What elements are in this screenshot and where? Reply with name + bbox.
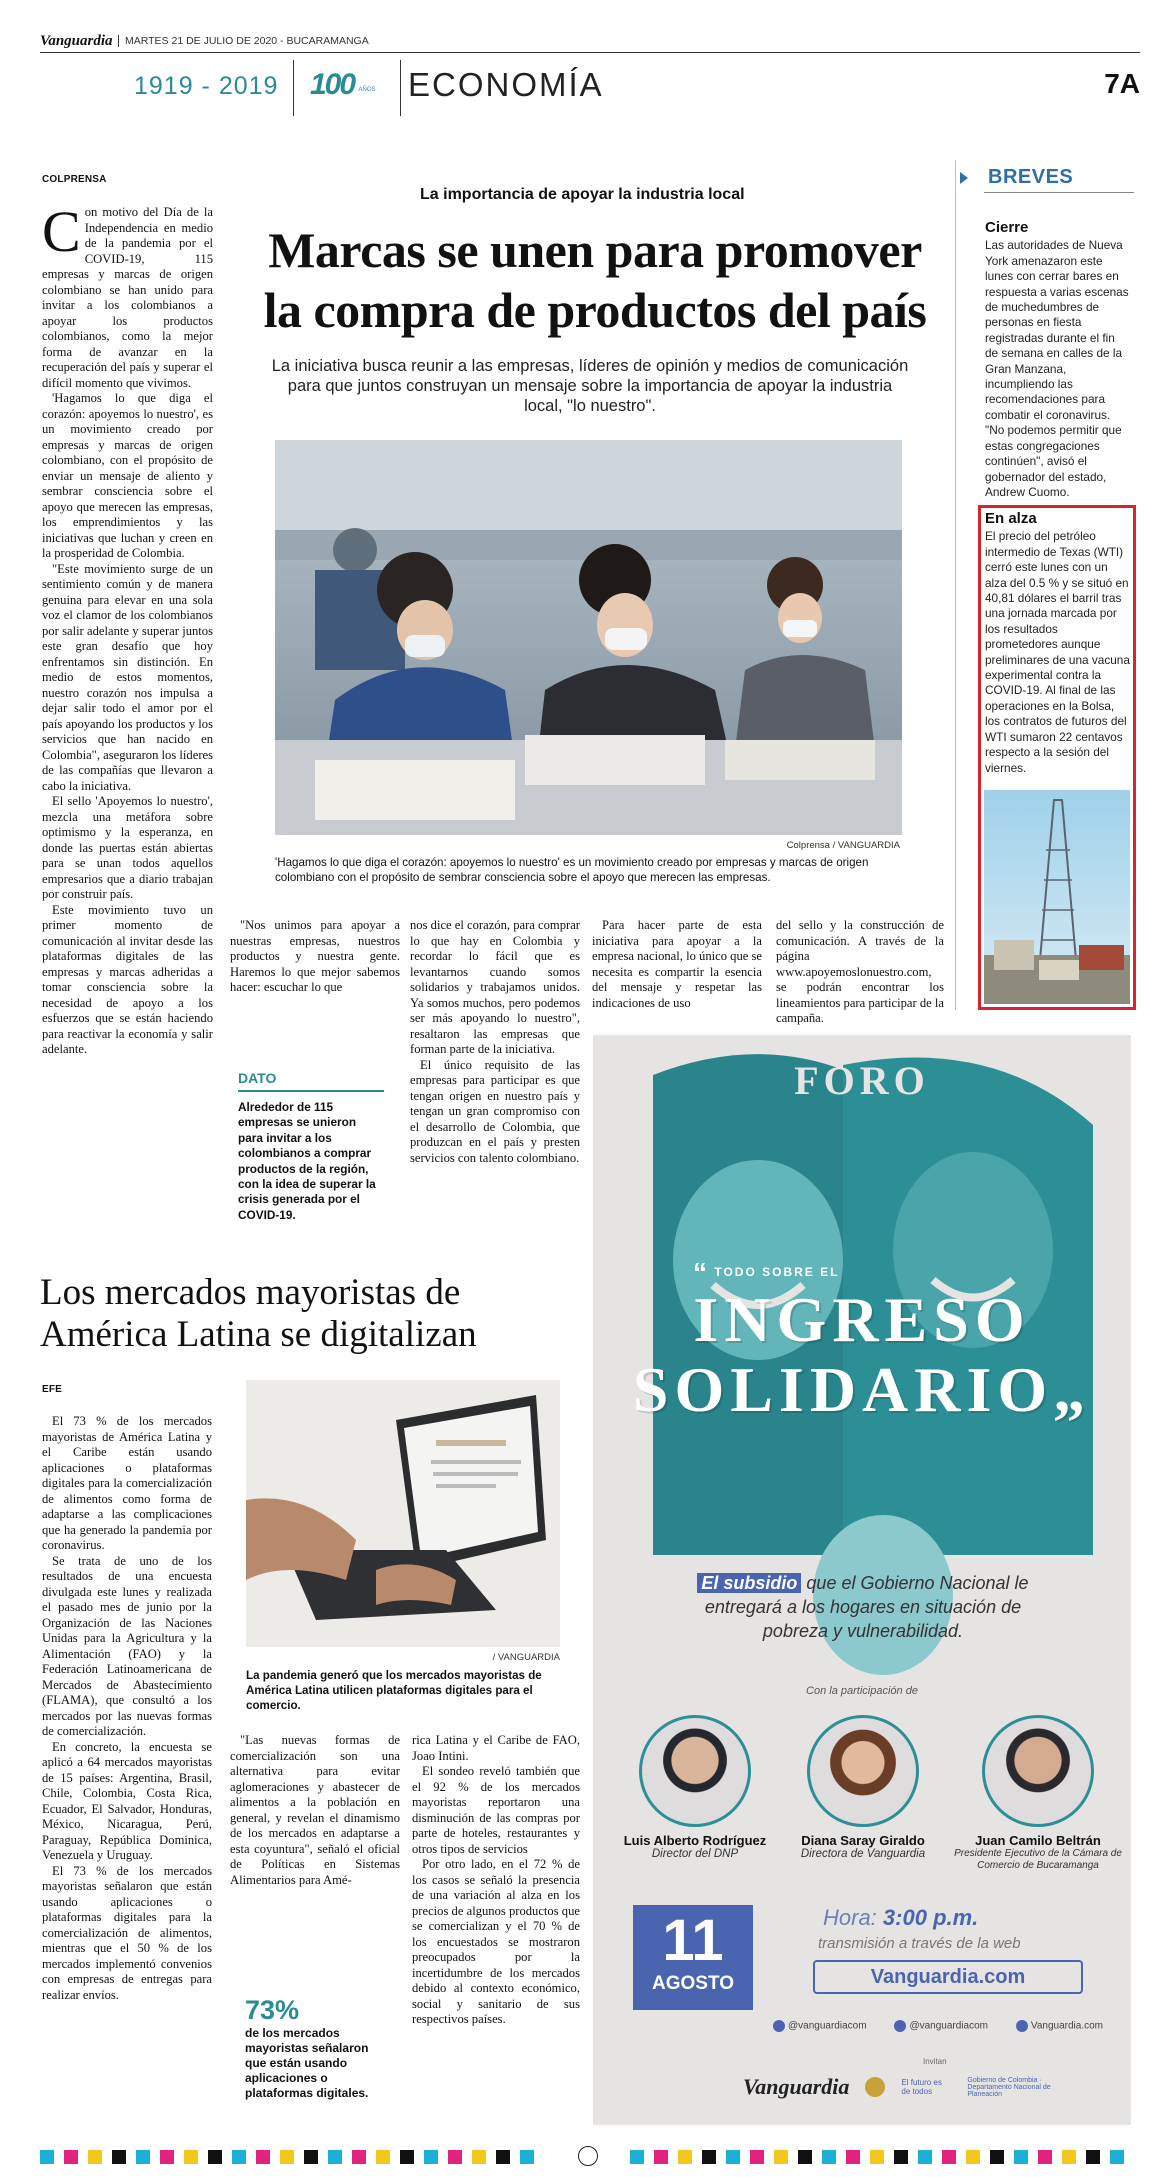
anniversary-word: AÑOS (358, 86, 376, 93)
anniversary-number: 100 (310, 68, 355, 101)
breve-cierre (985, 220, 1130, 500)
ad-transmission: transmisión a través de la web (818, 1935, 1021, 1952)
ad-sponsor-3: Gobierno de Colombia · Departamento Nacional de Planeación (967, 2076, 1051, 2098)
speaker-2 (783, 1715, 943, 1860)
article1-column-1 (42, 199, 213, 1058)
article1-deck: La iniciativa busca reunir a las empresas, líderes de opinión y medios de comunicación para que juntos construyan un mensaje sobre la importancia de apoyar la industria local, "lo nuestro". (271, 357, 909, 415)
headline-line-1: Marcas se unen para promover (268, 222, 922, 278)
ad-participation: Con la participación de (806, 1685, 918, 1697)
article1-caption: 'Hagamos lo que diga el corazón: apoyemos lo nuestro' es un movimiento creado por empresas y marcas de origen colombiano con el propósito de sembrar consciencia sobre el apoyo que merecen las empresas. (275, 856, 869, 884)
page-number: 7A (1104, 68, 1140, 99)
dato-label: DATO (238, 1070, 384, 1092)
article1-photo-credit: Colprensa / VANGUARDIA (786, 840, 900, 851)
ad-socials (773, 2020, 1103, 2032)
speaker-2-name: Diana Saray Giraldo (801, 1833, 925, 1848)
oil-rig-illustration (984, 790, 1130, 1004)
masthead (40, 30, 1140, 120)
article1-photo (275, 440, 902, 835)
stat-box (245, 1995, 385, 2101)
article1-headline (225, 220, 965, 340)
ad-title (593, 1285, 1131, 1425)
article1-col3-p1: nos dice el corazón, para comprar lo que hay en Colombia y recordar lo fácil que es levantarnos cuando somos solidarios y trabajamos unidos. Ya somos muchos, pero podemos ser más apoyando lo nuestro", resaltaron las empresas que forman parte de la iniciativa. (410, 918, 580, 1056)
ad-day: 11 (662, 1908, 724, 1973)
article1-col1-p4: El sello 'Apoyemos lo nuestro', mezcla una metáfora sobre optimismo y la esperanza, en donde las puertas están abiertas para se unan todos aquellos empresarios que a diario trabajan por construir país. (42, 794, 213, 901)
ad-title-line-1: INGRESO (693, 1284, 1031, 1355)
article2-col1-p2: Se trata de uno de los resultados de una encuesta divulgada este lunes y realizada el pasado mes de junio por la Organización de las Naciones Unidas para la Agricultura y la Alimentación (FAO) y la Federación Latinoamericana de Mercados de Abastecimiento (FLAMA), que consultó a los mercados por las nuevas formas de comercialización. (42, 1553, 212, 1738)
breve-cierre-title: Cierre (985, 219, 1029, 236)
dropcap: C (42, 199, 81, 264)
colombia-seal-icon (865, 2077, 885, 2097)
article2-column-3 (412, 1733, 580, 2028)
ad-end-mark: „ (1053, 1354, 1092, 1425)
speaker-1-role: Director del DNP (651, 1848, 739, 1860)
headline-line-2: la compra de productos del país (263, 282, 927, 338)
article1-col1-p5: Este movimiento tuvo un primer momento de comunicación al invitar desde las plataformas digitales de las empresas y marcas adheridas a tomar consciencia sobre la necesidad de apoyo a los esfuerzos que se están haciendo para reactivar la economía y salir adelante. (42, 902, 213, 1056)
article2-col3-p3: Por otro lado, en el 72 % de los casos se señaló la presencia de una variación al alza en los precios de algunos productos que se comercializan y el 70 % de los encuestados se mostraron preocupados por la incertidumbre de los mercados debido al contexto económico, social y sanitario de sus respectivos países. (412, 1857, 580, 2026)
anniversary-years: 1919 - 2019 (134, 72, 279, 100)
article1-kicker: La importancia de apoyar la industria local (420, 186, 745, 203)
article2-col1-p3: En concreto, la encuesta se aplicó a 64 mercados mayoristas de 15 países: Argentina, Brasil, Chile, Colombia, Costa Rica, Ecuador, El Salvador, Honduras, México, Nicaragua, Perú, Paraguay, República Dominica, Venezuela y Uruguay. (42, 1739, 212, 1862)
article1-col1-first: on motivo del Día de la Independencia en medio de la pandemia por el COVID-19, 115 empresas y marcas de origen colombiano se han unido para invitar a los colombianos a apoyar los productos colombianos, como la mejor forma de avanzar en la recuperación del país y superar el difícil momento que vivimos. (42, 205, 213, 390)
ad-body-line-2: entregará a los hogares en situación de (704, 1597, 1022, 1617)
speaker-3 (953, 1715, 1123, 1872)
speaker-3-name: Juan Camilo Beltrán (975, 1833, 1101, 1848)
ad-sponsor-row (743, 2067, 1113, 2107)
facebook-handle[interactable] (773, 2020, 867, 2032)
ad-sponsor-2: El futuro es de todos (901, 2078, 942, 2096)
article2-photo-credit: / VANGUARDIA (492, 1652, 560, 1663)
article1-column-2 (230, 918, 400, 996)
youtube-handle[interactable] (1016, 2020, 1103, 2032)
article2-column-1 (42, 1414, 212, 2003)
tablet-keyboard-illustration (246, 1380, 560, 1647)
speaker-1-name: Luis Alberto Rodríguez (623, 1833, 767, 1848)
twitter-handle-text: @vanguardiacom (909, 2020, 988, 2032)
article2-source: EFE (42, 1384, 63, 1395)
ad-invite: Invitan (923, 2057, 947, 2066)
stat-number: 73% (245, 1995, 300, 2025)
registration-bar-right (630, 2150, 1130, 2164)
ad-hour-value: 3:00 p.m. (882, 1905, 979, 1930)
article2-col3-p1: rica Latina y el Caribe de FAO, Joao Intini. (412, 1733, 580, 1763)
article2-col2-text: "Las nuevas formas de comercialización son una alternativa para evitar aglomeraciones y abastecer de alimentos a la población en general, y revelan el dinamismo de los mercados en adaptarse a esta coyuntura", señaló el oficial de Políticas en Sistemas Alimentarios para Amé- (230, 1733, 400, 1887)
article1-col2-text: "Nos unimos para apoyar a nuestras empresas, nuestros productos y nuestra gente. Haremos lo que mejor sabemos hacer: escuchar lo que (230, 918, 400, 994)
ad-body-line-1: que el Gobierno Nacional le (801, 1573, 1029, 1593)
oil-rig-photo (984, 790, 1130, 1004)
article1-col4-text: Para hacer parte de esta iniciativa para apoyar a la empresa nacional, lo único que se necesita es compartir la esencia del mensaje y respetar las indicaciones de uso (592, 918, 762, 1010)
article1-col1-p2: 'Hagamos lo que diga el corazón: apoyemos lo nuestro', es un movimiento creado por empresas y marcas de origen colombiano, con el propósito de enviar un mensaje de aliento y sembrar consciencia sobre el apoyo que merecen las empresas, los emprendimientos y las iniciativas que luchan y creen en la prosperidad de Colombia. (42, 391, 213, 560)
article2-col1-p1: El 73 % de los mercados mayoristas de América Latina y el Caribe están usando aplicaciones o plataformas digitales para la comercialización de alimentos como forma de adaptarse a las complicaciones que ha generado la pandemia por coronavirus. (42, 1414, 212, 1552)
ad-highlight: El subsidio (697, 1573, 801, 1593)
breves-marker (960, 172, 968, 184)
ad-hour (823, 1905, 978, 1931)
article2-col3-p2: El sondeo reveló también que el 92 % de los mercados mayoristas reportaron una disminución de las compras por parte de hoteles, restaurantes y otros tipos de servicios (412, 1764, 580, 1856)
ad-date-block (633, 1905, 753, 2010)
ad-title-line-2 (593, 1355, 1131, 1425)
article2-headline-line-1: Los mercados mayoristas de (40, 1272, 461, 1313)
breves-label: BREVES (988, 166, 1074, 188)
article2-col1-p4: El 73 % de los mercados mayoristas señalaron que están usando aplicaciones o plataformas digitales para la comercialización de alimentos, mientras que el 50 % de los mercados implementó convenios con empresas de entregas para realizar envíos. (42, 1863, 212, 2002)
ad-title-line-2-text: SOLIDARIO (632, 1354, 1054, 1425)
article1-col1-p3: "Este movimiento surge de un sentimiento común y de manera genuina para elevar en una sola voz el clamor de los colombianos por salir adelante y superar juntos este gran desafío que hoy enfrentamos sin distinción. En medio de estos momentos, nuestro corazón nos impulsa a dejar salir todo el amor por el país apoyando los productos y los servicios que han nacido en Colombia", aseguraron los líderes de las compañías que llevaron a cabo la iniciativa. (42, 561, 213, 793)
speaker-2-avatar (807, 1715, 919, 1827)
speaker-1 (615, 1715, 775, 1860)
article1-column-3 (410, 918, 580, 1166)
speaker-3-role: Presidente Ejecutivo de la Cámara de Comercio de Bucaramanga (954, 1848, 1122, 1871)
ad-body (633, 1571, 1093, 1643)
ad-hour-label: Hora: (823, 1905, 883, 1930)
article1-column-4 (592, 918, 762, 1011)
ad-website: Vanguardia.com (870, 1966, 1026, 1988)
article1-column-5 (776, 918, 944, 1027)
ad-sponsor-brand: Vanguardia (743, 2074, 850, 2099)
dato-box (238, 1070, 384, 1223)
breve-en-alza-text: El precio del petróleo intermedio de Texas (WTI) cerró este lunes con un alza del 0.5 % y se situó en 40,81 dólares el barril tras una jornada marcada por los resultados prometedores aunque preliminares de una vacuna experimental contra la COVID-19. Al final de las operaciones en la Bolsa, los contratos de futuros del WTI sumaron 22 centavos respecto a la sesión del viernes. (985, 529, 1130, 775)
article2-caption: La pandemia generó que los mercados mayoristas de América Latina utilicen plataformas digitales para el comercio. (246, 1669, 542, 1712)
youtube-icon (1016, 2020, 1028, 2032)
youtube-handle-text: Vanguardia.com (1030, 2020, 1103, 2032)
speaker-1-avatar (639, 1715, 751, 1827)
ad-month: AGOSTO (652, 1973, 734, 1994)
section-title: ECONOMÍA (408, 66, 604, 103)
foro-advertisement[interactable] (593, 1035, 1131, 2125)
ad-foro: FORO (794, 1058, 930, 1103)
ad-quote-mark: “ (693, 1257, 709, 1288)
sewing-workers-illustration (275, 440, 902, 835)
facebook-icon (773, 2020, 785, 2032)
breve-en-alza (985, 511, 1130, 776)
facebook-handle-text: @vanguardiacom (788, 2020, 867, 2032)
brand-logo: Vanguardia (40, 33, 113, 49)
article1-col3-p2: El único requisito de las empresas para participar es que tengan origen en nuestro país y tengan un gran compromiso con el desarrollo de Colombia, que produzcan en el país y presten servicios con talento colombiano. (410, 1057, 580, 1165)
crosshair-icon (578, 2146, 598, 2166)
breve-en-alza-title: En alza (985, 510, 1037, 527)
anniversary-logo (310, 68, 376, 102)
article2-photo (246, 1380, 560, 1647)
stat-text: de los mercados mayoristas señalaron que están usando aplicaciones o plataformas digitales. (245, 2026, 369, 2100)
masthead-date: MARTES 21 DE JULIO DE 2020 - BUCARAMANGA (118, 35, 369, 47)
dato-text: Alrededor de 115 empresas se unieron para invitar a los colombianos a comprar productos de la región, con la idea de superar la crisis generada por el COVID-19. (238, 1100, 376, 1222)
article2-headline-line-2: América Latina se digitalizan (40, 1314, 477, 1355)
article2-headline (40, 1272, 600, 1356)
ad-body-line-3: pobreza y vulnerabilidad. (762, 1621, 964, 1641)
article2-column-2 (230, 1733, 400, 1888)
twitter-icon (894, 2020, 906, 2032)
twitter-handle[interactable] (894, 2020, 988, 2032)
article1-col5-text: del sello y la construcción de comunicación. A través de la página www.apoyemoslonuestro.com, se podrán encontrar los lineamientos para participar de la campaña. (776, 918, 944, 1025)
speaker-2-role: Directora de Vanguardia (800, 1848, 926, 1860)
breve-cierre-text: Las autoridades de Nueva York amenazaron este lunes con cerrar bares en respuesta a varias escenas de muchedumbres de personas en fiesta registradas durante el fin de semana en calles de la Gran Manzana, incumpliendo las recomendaciones para combatir el coronavirus. "No podemos permitir que estas congregaciones continúen", avisó el gobernador del estado, Andrew Cuomo. (985, 238, 1129, 499)
speaker-3-avatar (982, 1715, 1094, 1827)
registration-bar-left (40, 2150, 540, 2164)
ad-website-button[interactable] (813, 1960, 1083, 1994)
article1-source: COLPRENSA (42, 174, 107, 185)
ad-todo-sobre-text: TODO SOBRE EL (714, 1265, 840, 1280)
